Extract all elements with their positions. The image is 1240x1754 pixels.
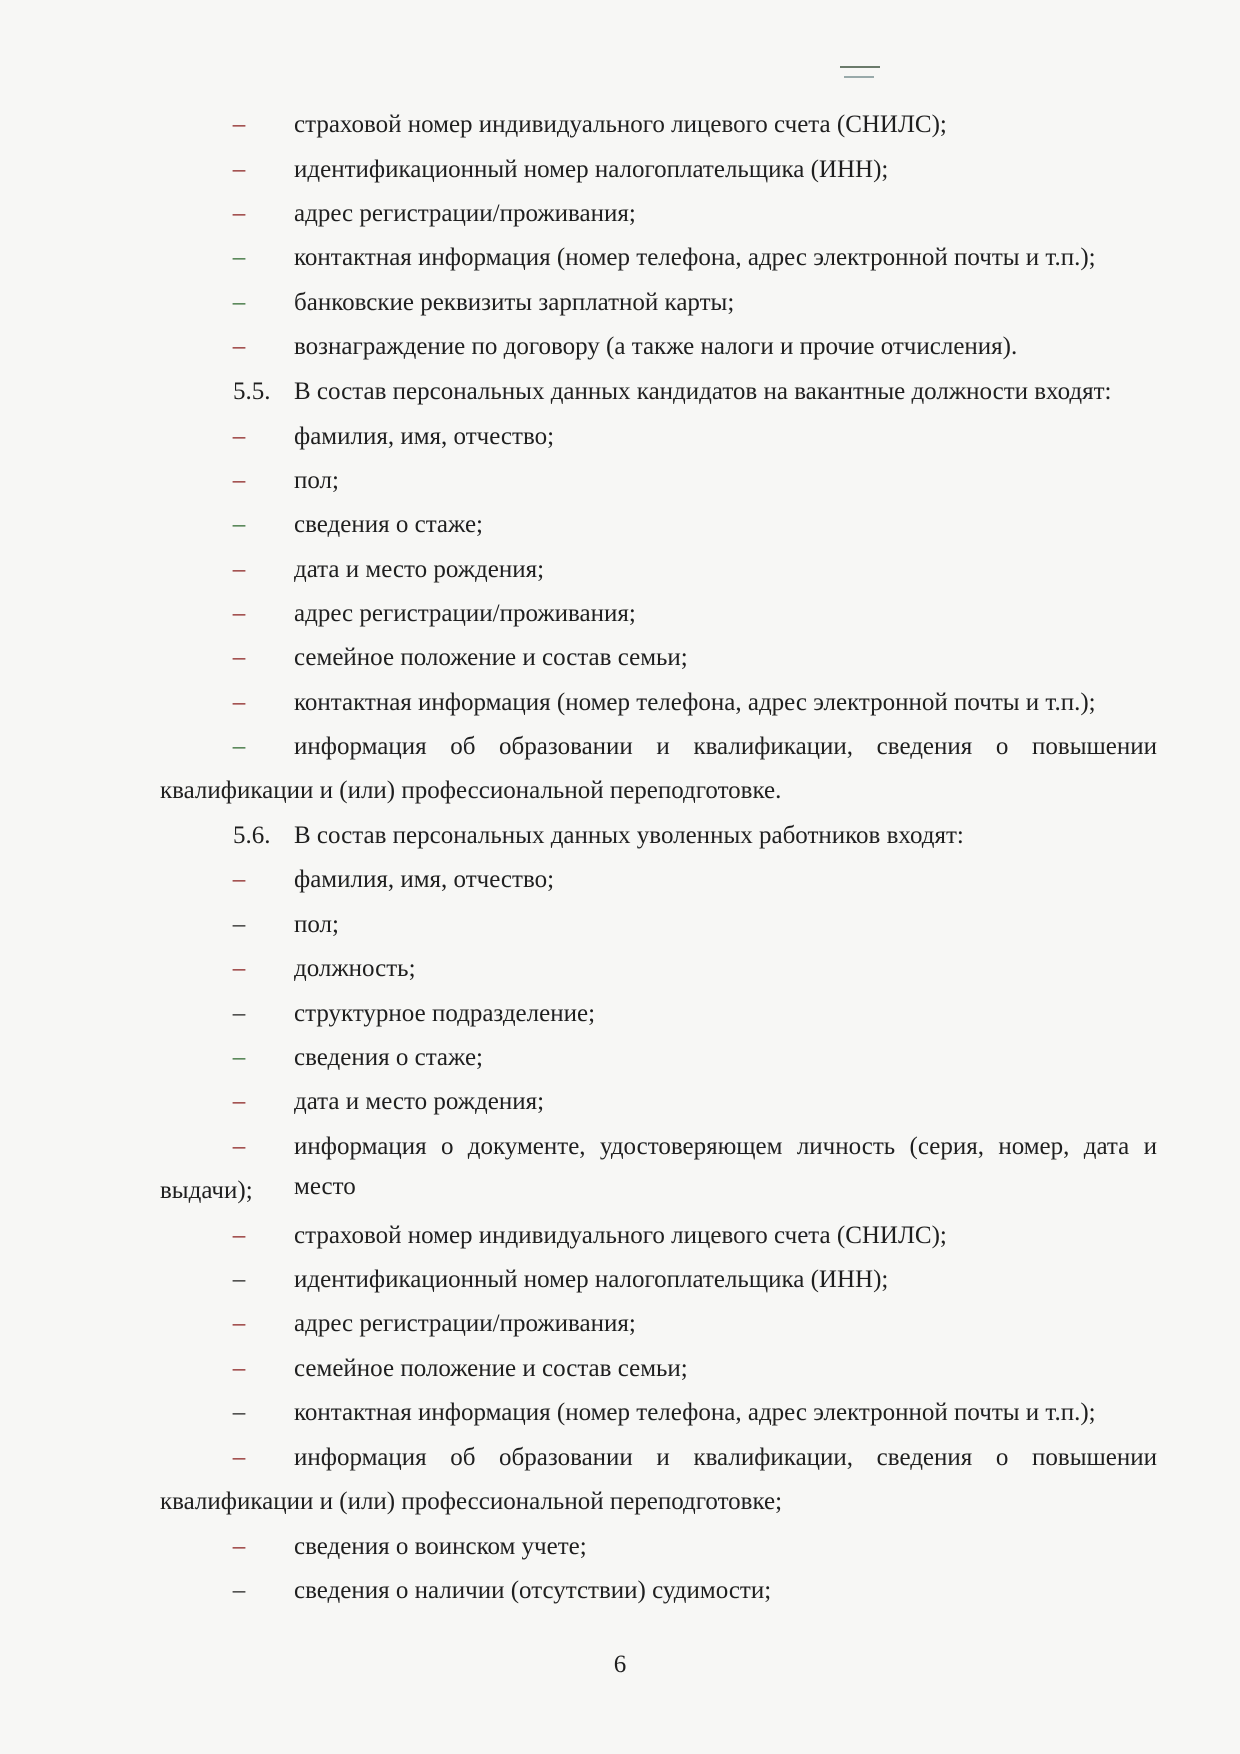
- list-item: [0, 683, 1240, 723]
- list-dash: –: [232, 511, 246, 538]
- list-dash: –: [232, 1355, 246, 1382]
- list-item-text: фамилия, имя, отчество;: [294, 866, 555, 893]
- list-dash: –: [232, 1133, 246, 1160]
- list-item-continuation: [0, 1482, 1240, 1522]
- section-heading-text: В состав персональных данных кандидатов на вакантные должности входят:: [294, 378, 1112, 405]
- list-item-text: адрес регистрации/проживания;: [294, 1310, 636, 1337]
- list-item: [0, 194, 1240, 234]
- list-dash: –: [232, 689, 246, 716]
- list-item-text: сведения о стаже;: [294, 1044, 484, 1071]
- list-dash: –: [232, 423, 246, 450]
- list-item-text: информация об образовании и квалификации, сведения о повышении: [294, 733, 1157, 760]
- section-number: 5.5.: [233, 378, 271, 405]
- list-item-text: пол;: [294, 911, 339, 938]
- list-dash: –: [232, 1533, 246, 1560]
- list-item-text: страховой номер индивидуального лицевого счета (СНИЛС);: [294, 111, 947, 138]
- list-item-text: информация о документе, удостоверяющем личность (серия, номер, дата и место: [294, 1133, 1157, 1200]
- list-item-text: дата и место рождения;: [294, 556, 545, 583]
- list-item: [0, 860, 1240, 900]
- list-item-text: вознаграждение по договору (а также налоги и прочие отчисления).: [294, 333, 1018, 360]
- list-item-text: семейное положение и состав семьи;: [294, 644, 688, 671]
- list-item: [0, 1527, 1240, 1567]
- list-item: [0, 105, 1240, 145]
- list-item-text: идентификационный номер налогоплательщика (ИНН);: [294, 156, 889, 183]
- list-dash: –: [232, 467, 246, 494]
- list-item-text: адрес регистрации/проживания;: [294, 600, 636, 627]
- list-item: [0, 905, 1240, 945]
- list-item: [0, 1038, 1240, 1078]
- list-item-text: структурное подразделение;: [294, 1000, 596, 1027]
- list-item-text: должность;: [294, 955, 416, 982]
- list-item: [0, 417, 1240, 457]
- list-dash: –: [232, 156, 246, 183]
- list-item-text: сведения о воинском учете;: [294, 1533, 587, 1560]
- list-item-continuation: [0, 771, 1240, 811]
- list-dash: –: [232, 333, 246, 360]
- list-dash: –: [232, 733, 246, 760]
- list-item: [0, 1349, 1240, 1389]
- list-item-text: квалификации и (или) профессиональной переподготовке;: [160, 1488, 783, 1515]
- list-item: [0, 1216, 1240, 1256]
- list-dash: –: [232, 1577, 246, 1604]
- list-item: [0, 1571, 1240, 1611]
- list-item-text: контактная информация (номер телефона, адрес электронной почты и т.п.);: [294, 244, 1096, 271]
- list-item-text: семейное положение и состав семьи;: [294, 1355, 688, 1382]
- list-dash: –: [232, 1088, 246, 1115]
- list-dash: –: [232, 1399, 246, 1426]
- section-number: 5.6.: [233, 822, 271, 849]
- list-item: [0, 994, 1240, 1034]
- section-heading-5-5: [0, 372, 1240, 412]
- list-item: [0, 1082, 1240, 1122]
- list-dash: –: [232, 289, 246, 316]
- list-item: [0, 1393, 1240, 1433]
- list-item: [0, 327, 1240, 367]
- list-dash: –: [232, 200, 246, 227]
- section-heading-text: В состав персональных данных уволенных работников входят:: [294, 822, 964, 849]
- list-item-text: страховой номер индивидуального лицевого счета (СНИЛС);: [294, 1222, 947, 1249]
- list-item-text: дата и место рождения;: [294, 1088, 545, 1115]
- list-item: [0, 1438, 1240, 1478]
- list-item: [0, 727, 1240, 767]
- list-item-text: адрес регистрации/проживания;: [294, 200, 636, 227]
- list-dash: –: [232, 111, 246, 138]
- list-item: [0, 1304, 1240, 1344]
- list-item-text: выдачи);: [160, 1177, 253, 1204]
- list-item-text: пол;: [294, 467, 339, 494]
- list-item-text: квалификации и (или) профессиональной переподготовке.: [160, 777, 782, 804]
- list-item-text: сведения о стаже;: [294, 511, 484, 538]
- list-dash: –: [232, 866, 246, 893]
- list-item-text: идентификационный номер налогоплательщика (ИНН);: [294, 1266, 889, 1293]
- list-item: [0, 150, 1240, 190]
- list-item-text: сведения о наличии (отсутствии) судимости;: [294, 1577, 772, 1604]
- list-dash: –: [232, 1310, 246, 1337]
- list-dash: –: [232, 556, 246, 583]
- list-item-text: контактная информация (номер телефона, адрес электронной почты и т.п.);: [294, 1399, 1096, 1426]
- list-item-text: фамилия, имя, отчество;: [294, 423, 555, 450]
- page-number: 6: [613, 1651, 627, 1678]
- list-dash: –: [232, 1000, 246, 1027]
- scan-artifact-mark: [840, 66, 888, 80]
- list-dash: –: [232, 911, 246, 938]
- list-item: [0, 505, 1240, 545]
- list-item: [0, 283, 1240, 323]
- list-item: [0, 1260, 1240, 1300]
- list-item: [0, 238, 1240, 278]
- list-dash: –: [232, 644, 246, 671]
- list-item: [0, 638, 1240, 678]
- list-dash: –: [232, 955, 246, 982]
- section-heading-5-6: [0, 816, 1240, 856]
- list-item: [0, 461, 1240, 501]
- list-dash: –: [232, 1266, 246, 1293]
- list-dash: –: [232, 1044, 246, 1071]
- list-item-text: контактная информация (номер телефона, адрес электронной почты и т.п.);: [294, 689, 1096, 716]
- list-dash: –: [232, 1444, 246, 1471]
- list-item-continuation: [0, 1171, 1240, 1211]
- list-item-text: банковские реквизиты зарплатной карты;: [294, 289, 735, 316]
- list-dash: –: [232, 244, 246, 271]
- list-dash: –: [232, 600, 246, 627]
- list-item: [0, 594, 1240, 634]
- list-item-text: информация об образовании и квалификации, сведения о повышении: [294, 1444, 1157, 1471]
- list-dash: –: [232, 1222, 246, 1249]
- list-item: [0, 949, 1240, 989]
- list-item: [0, 550, 1240, 590]
